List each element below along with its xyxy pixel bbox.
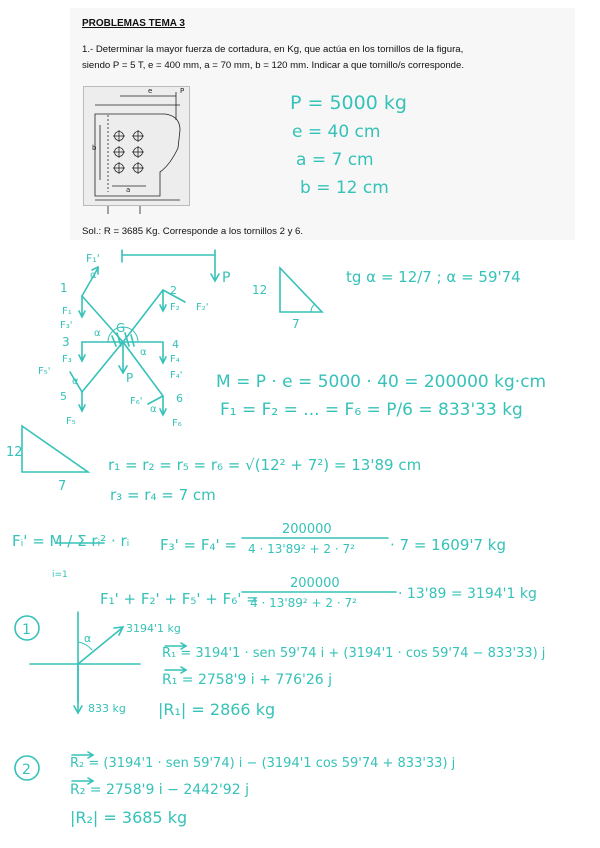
triangle1-horizontal: 7 <box>292 317 300 331</box>
direct-force-eq: F₁ = F₂ = ... = F₆ = P/6 = 833'33 kg <box>220 400 523 420</box>
problem-statement-line1: 1.- Determinar la mayor fuerza de cortadura, en Kg, que actúa en los tornillos de la figura, <box>82 44 464 55</box>
figure-label-b: b <box>92 144 97 152</box>
case2-r2-magnitude: |R₂| = 3685 kg <box>70 808 188 827</box>
label-P-center: P <box>126 371 134 385</box>
label-F5p: F₅' <box>38 366 51 377</box>
label-F4: F₄ <box>170 354 180 365</box>
case1-alpha: α <box>84 632 92 645</box>
problem-title: PROBLEMAS TEMA 3 <box>82 18 185 29</box>
triangle2-vertical: 12 <box>6 445 23 460</box>
f1256-denominator: 4 · 13'89² + 2 · 7² <box>250 596 357 610</box>
given-P: P = 5000 kg <box>290 92 407 114</box>
given-e: e = 40 cm <box>292 122 381 142</box>
triangle2-horizontal: 7 <box>58 479 67 494</box>
label-n2: 2 <box>170 284 177 297</box>
label-P-top: P <box>222 270 231 286</box>
problem-statement-line2: siendo P = 5 T, e = 400 mm, a = 70 mm, b = 120 mm. Indicar a que tornillo/s corresponde. <box>82 60 465 71</box>
fi-sum-limits: i=1 <box>52 570 68 580</box>
triangle1-vertical: 12 <box>252 283 268 297</box>
f1256-numerator: 200000 <box>290 576 340 591</box>
label-F5: F₅ <box>66 416 76 427</box>
f34-denominator: 4 · 13'89² + 2 · 7² <box>248 542 355 556</box>
label-n3: 3 <box>62 335 70 349</box>
figure-label-e: e <box>148 87 153 95</box>
label-n1: 1 <box>60 281 68 295</box>
f34-numerator: 200000 <box>282 522 332 537</box>
case1-r1-line2: R₁ = 2758'9 i + 776'26 j <box>162 672 333 688</box>
figure-label-p: P <box>180 87 185 95</box>
radii-eq-1: r₁ = r₂ = r₅ = r₆ = √(12² + 7²) = 13'89 cm <box>108 456 422 474</box>
label-alpha-5: α <box>72 376 79 387</box>
radii-eq-2: r₃ = r₄ = 7 cm <box>110 486 216 504</box>
label-F6: F₆ <box>172 418 182 429</box>
label-F3p: F₃' <box>60 320 73 331</box>
case1-r1-magnitude: |R₁| = 2866 kg <box>158 700 276 719</box>
label-n6: 6 <box>176 392 183 405</box>
label-n4: 4 <box>172 338 179 351</box>
f1256-result: · 13'89 = 3194'1 kg <box>398 586 537 602</box>
case1-down-label: 833 kg <box>88 702 126 715</box>
f34-result: · 7 = 1609'7 kg <box>390 536 507 554</box>
label-alpha-top: α <box>90 270 97 281</box>
case2-r2-line2: R₂ = 2758'9 i − 2442'92 j <box>70 782 249 798</box>
label-G: G <box>116 321 126 335</box>
label-F1p: F₁' <box>86 252 100 265</box>
figure-label-a: a <box>126 186 131 194</box>
label-F2p: F₂' <box>196 302 209 313</box>
solution-text: Sol.: R = 3685 Kg. Corresponde a los tornillos 2 y 6. <box>82 226 304 237</box>
case1-r1-line1: R₁ = 3194'1 · sen 59'74 i + (3194'1 · cos 59'74 − 833'33) j <box>162 646 546 661</box>
given-a: a = 7 cm <box>296 150 374 170</box>
label-F2: F₂ <box>170 302 180 313</box>
tan-alpha: tg α = 12/7 ; α = 59'74 <box>346 268 521 286</box>
given-b: b = 12 cm <box>300 178 389 198</box>
label-F1: F₁ <box>62 306 72 317</box>
case2-number: 2 <box>22 762 31 778</box>
label-alpha-6: α <box>150 404 157 415</box>
label-F3: F₃ <box>62 354 72 365</box>
case1-number: 1 <box>22 622 31 638</box>
label-F4p: F₄' <box>170 370 183 381</box>
case1-force-label: 3194'1 kg <box>126 622 181 635</box>
f1256-label: F₁' + F₂' + F₅' + F₆' = <box>100 590 259 608</box>
f34-label: F₃' = F₄' = <box>160 536 237 554</box>
label-n5: 5 <box>60 390 67 403</box>
label-alpha-right: α <box>140 347 147 358</box>
fi-formula: Fᵢ' = M / Σ rᵢ² · rᵢ <box>12 532 130 550</box>
case2-r2-line1: R₂ = (3194'1 · sen 59'74) i − (3194'1 cos 59'74 + 833'33) j <box>70 756 456 771</box>
label-F6p: F₆' <box>130 396 143 407</box>
moment-eq: M = P · e = 5000 · 40 = 200000 kg·cm <box>216 372 547 392</box>
label-alpha-mid: α <box>94 328 101 339</box>
